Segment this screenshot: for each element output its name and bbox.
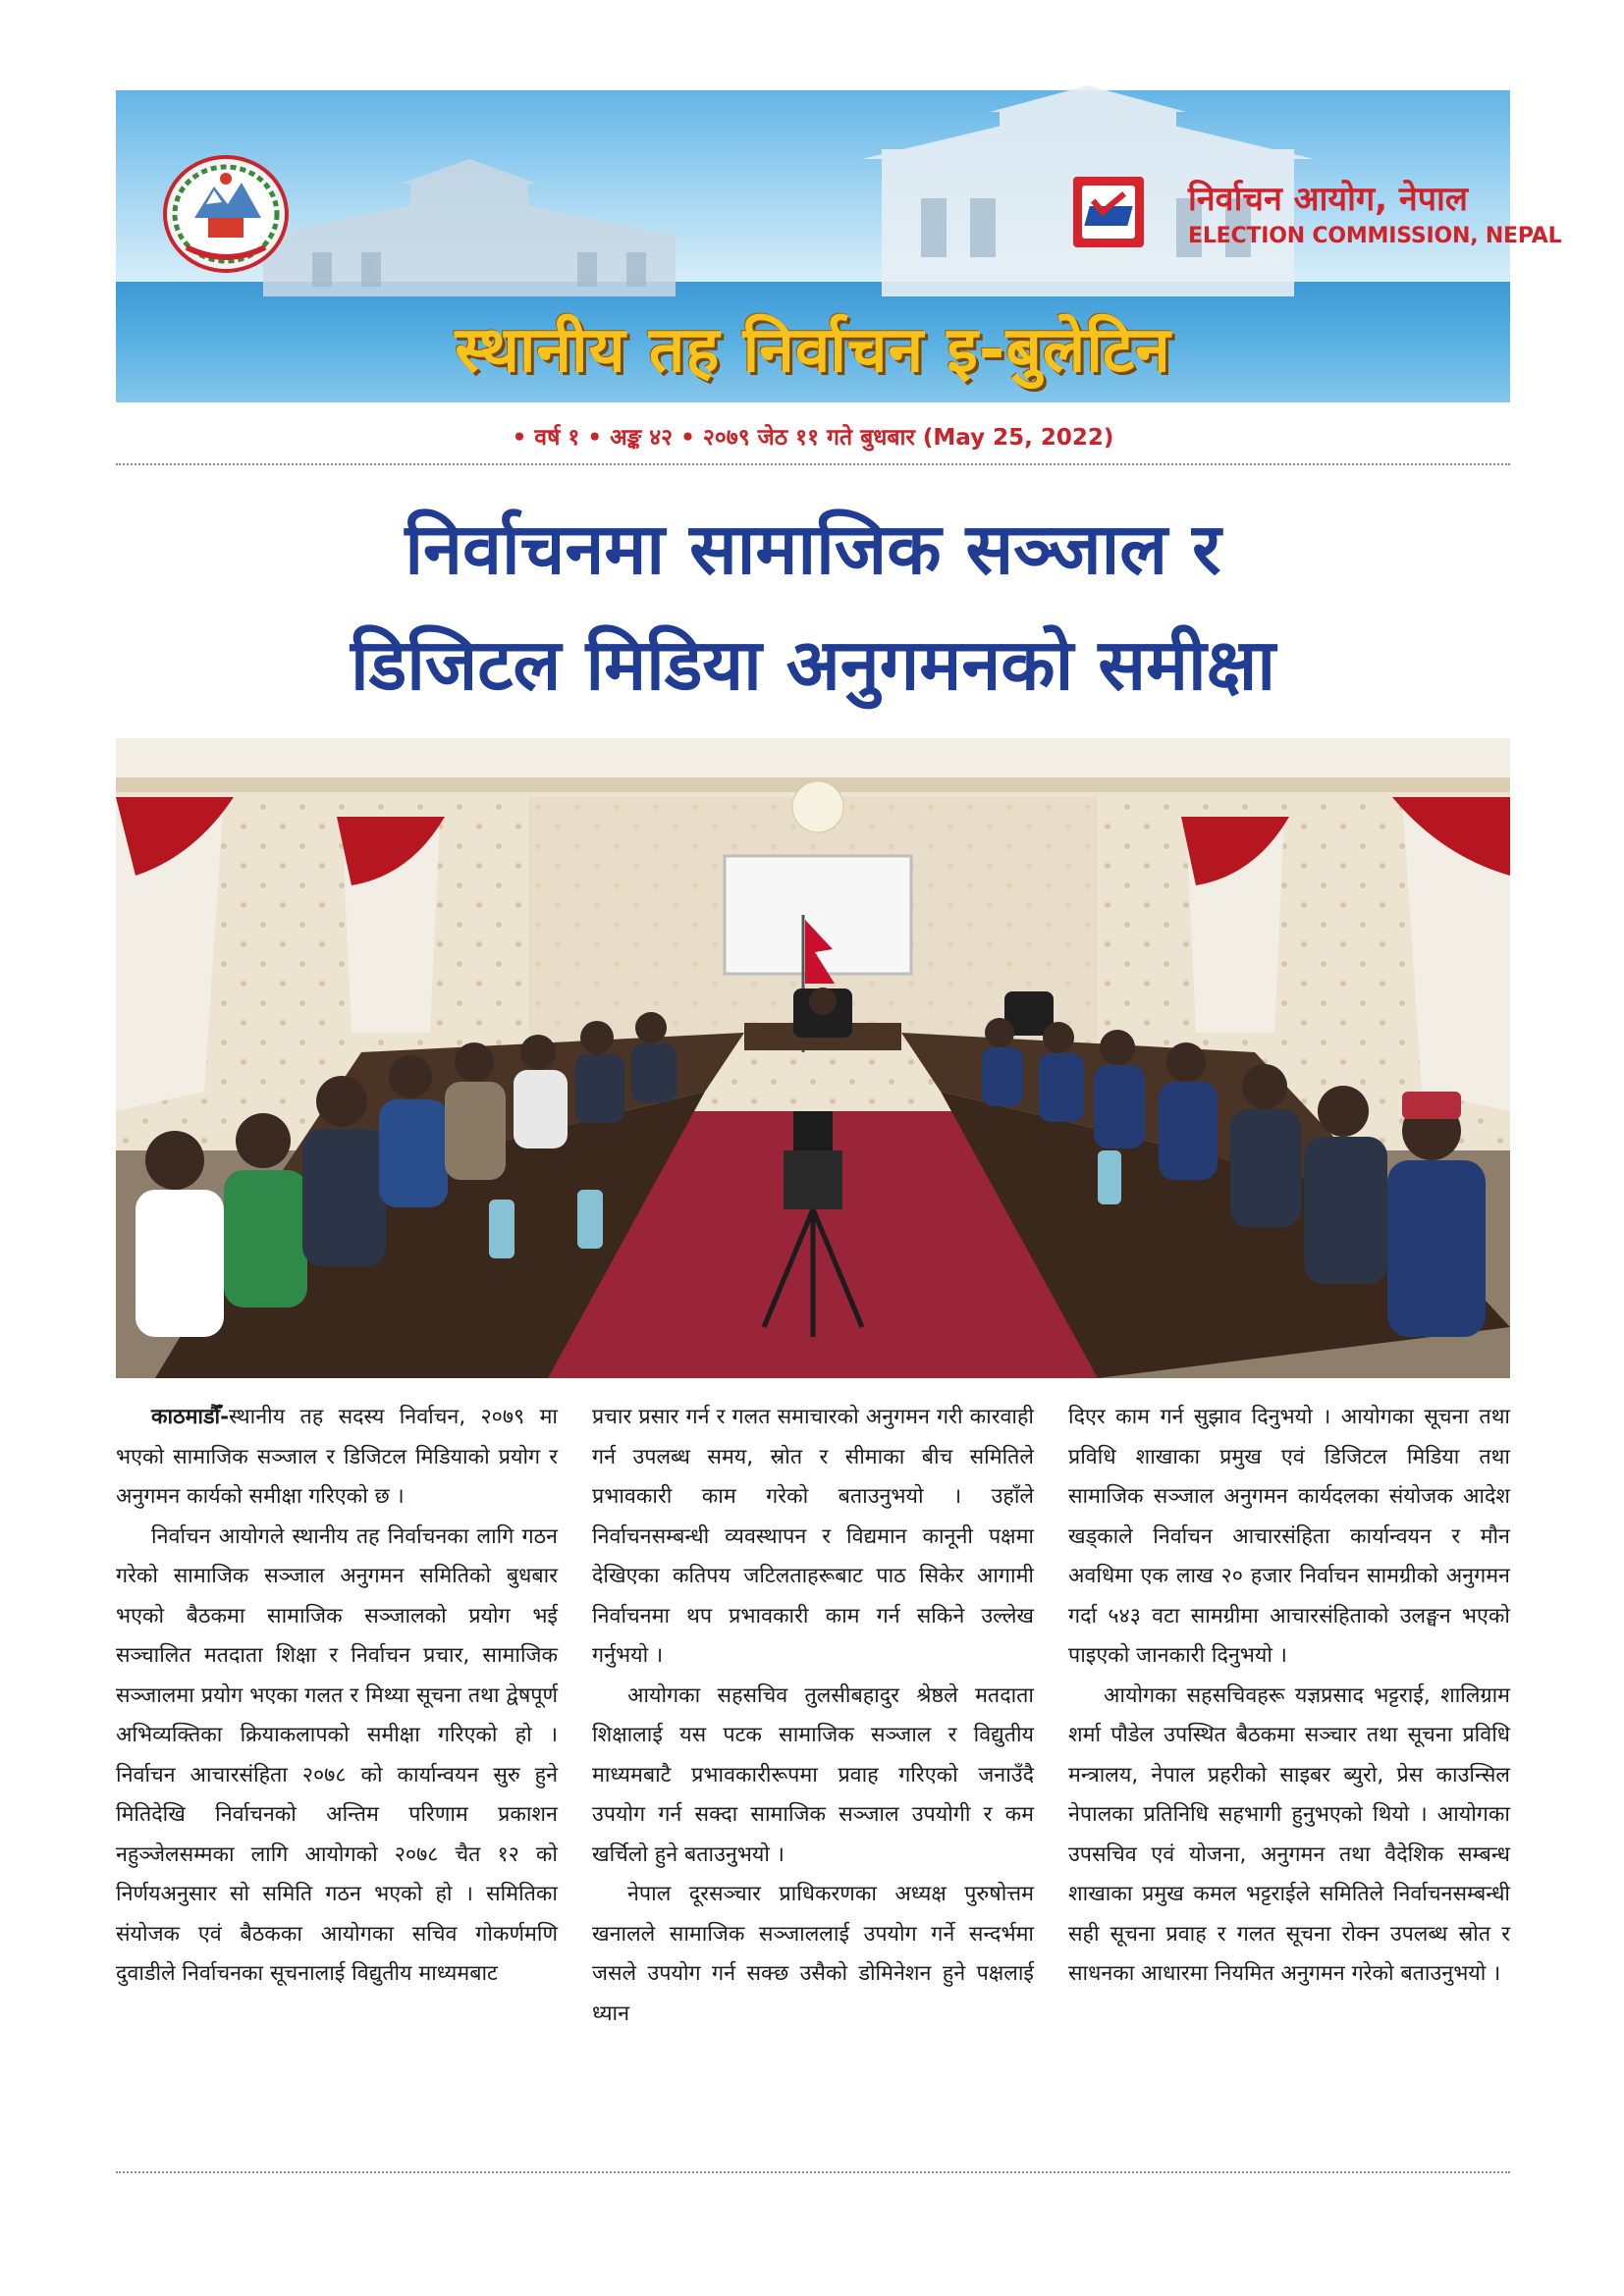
nepal-emblem-icon	[157, 149, 295, 277]
divider-top	[116, 463, 1510, 465]
election-commission-logo-icon	[1073, 177, 1144, 247]
dateline: काठमाडौँ-	[151, 1405, 229, 1429]
headline-line-2: डिजिटल मिडिया अनुगमनको समीक्षा	[351, 623, 1275, 706]
paragraph: आयोगका सहसचिवहरू यज्ञप्रसाद भट्टराई, शालिग्राम शर्मा पौडेल उपस्थित बैठकमा सञ्चार तथा सूचना प्रविधि मन्त्रालय, नेपाल प्रहरीको साइबर ब्युरो, प्रेस काउन्सिल नेपालका प्रतिनिधि सहभागी हुनुभएको थियो । आयोगका उपसचिव एवं योजना, अनुगमन तथा वैदेशिक सम्बन्ध शाखाका प्रमुख कमल भट्टराईले समितिले निर्वाचनसम्बन्धी सही सूचना प्रवाह र गलत सूचना रोक्न उपलब्ध स्रोत र साधनका आधारमा नियमित अनुगमन गरेको बताउनुभयो ।	[1068, 1682, 1510, 1986]
org-name-english: ELECTION COMMISSION, NEPAL	[1188, 224, 1562, 248]
masthead-banner	[116, 90, 1562, 402]
paragraph: प्रचार प्रसार गर्न र गलत समाचारको अनुगमन गरी कारवाही गर्न उपलब्ध समय, स्रोत र सीमाका बीच समितिले प्रभावकारी काम गरेको बताउनुभयो । उहाँले निर्वाचनसम्बन्धी व्यवस्थापन र विद्यमान कानूनी पक्षमा देखिएका कतिपय जटिलताहरूबाट पाठ सिकेर आगामी निर्वाचनमा थप प्रभावकारी काम गर्न सकिने उल्लेख गर्नुभयो ।	[592, 1405, 1034, 1668]
paragraph: आयोगका सहसचिव तुलसीबहादुर श्रेष्ठले मतदाता शिक्षालाई यस पटक सामाजिक सञ्जाल र विद्युतीय माध्यमबाटै प्रभावकारीरूपमा प्रवाह गरिएको जनाउँदै उपयोग गर्न सक्दा सामाजिक सञ्जाल उपयोगी र कम खर्चिलो हुने बताउनुभयो ।	[592, 1682, 1034, 1867]
issue-line: • वर्ष १ • अङ्क ४२ • २०७९ जेठ ११ गते बुधबार (May 25, 2022)	[512, 425, 1114, 451]
bulletin-title: स्थानीय तह निर्वाचन इ-बुलेटिन	[455, 314, 1171, 387]
article-body	[116, 1398, 1510, 2144]
meeting-room-photo	[116, 738, 1510, 1378]
article-headline	[116, 491, 1510, 722]
article-column-2	[592, 1398, 1034, 2034]
article-column-1	[116, 1398, 558, 1995]
paragraph	[116, 1398, 558, 1518]
meeting-room-illustration	[116, 738, 1510, 1378]
article-column-3	[1068, 1398, 1510, 1995]
paragraph: दिएर काम गर्न सुझाव दिनुभयो । आयोगका सूचना तथा प्रविधि शाखाका प्रमुख एवं डिजिटल मिडिया तथा सामाजिक सञ्जाल अनुगमन कार्यदलका संयोजक आदेश खड्काले निर्वाचन आचारसंहिता कार्यान्वयन र मौन अवधिमा एक लाख २० हजार निर्वाचन सामग्रीको अनुगमन गर्दा ५४३ वटा सामग्रीमा आचारसंहिताको उलङ्घन भएको पाइएको जानकारी दिनुभयो ।	[1068, 1405, 1510, 1668]
divider-bottom	[116, 2171, 1510, 2173]
paragraph: निर्वाचन आयोगले स्थानीय तह निर्वाचनका लागि गठन गरेको सामाजिक सञ्जाल अनुगमन समितिको बुधबार भएको बैठकमा सामाजिक सञ्जालको प्रयोग भई सञ्चालित मतदाता शिक्षा र निर्वाचन प्रचार, सामाजिक सञ्जालमा प्रयोग भएका गलत र मिथ्या सूचना तथा द्वेषपूर्ण अभिव्यक्तिका क्रियाकलापको समीक्षा गरिएको हो । निर्वाचन आचारसंहिता २०७८ को कार्यान्वयन सुरु हुने मितिदेखि निर्वाचनको अन्तिम परिणाम प्रकाशन नहुञ्जेलसम्मका लागि आयोगको २०७८ चैत १२ को निर्णयअनुसार सो समिति गठन भएको हो । समितिका संयोजक एवं बैठकका आयोगका सचिव गोकर्णमणि दुवाडीले निर्वाचनका सूचनालाई विद्युतीय माध्यमबाट	[116, 1523, 558, 1986]
org-name-nepali: निर्वाचन आयोग, नेपाल	[1188, 180, 1468, 219]
headline-line-1: निर्वाचनमा सामाजिक सञ्जाल र	[405, 507, 1221, 590]
paragraph-text: स्थानीय तह सदस्य निर्वाचन, २०७९ मा भएको सामाजिक सञ्जाल र डिजिटल मिडियाको प्रयोग र अनुगमन कार्यको समीक्षा गरिएको छ ।	[116, 1405, 558, 1509]
paragraph: नेपाल दूरसञ्चार प्राधिकरणका अध्यक्ष पुरुषोत्तम खनालले सामाजिक सञ्जाललाई उपयोग गर्ने सन्दर्भमा जसले उपयोग गर्न सक्छ उसैको डोमिनेशन हुने पक्षलाई ध्यान	[592, 1882, 1034, 2026]
